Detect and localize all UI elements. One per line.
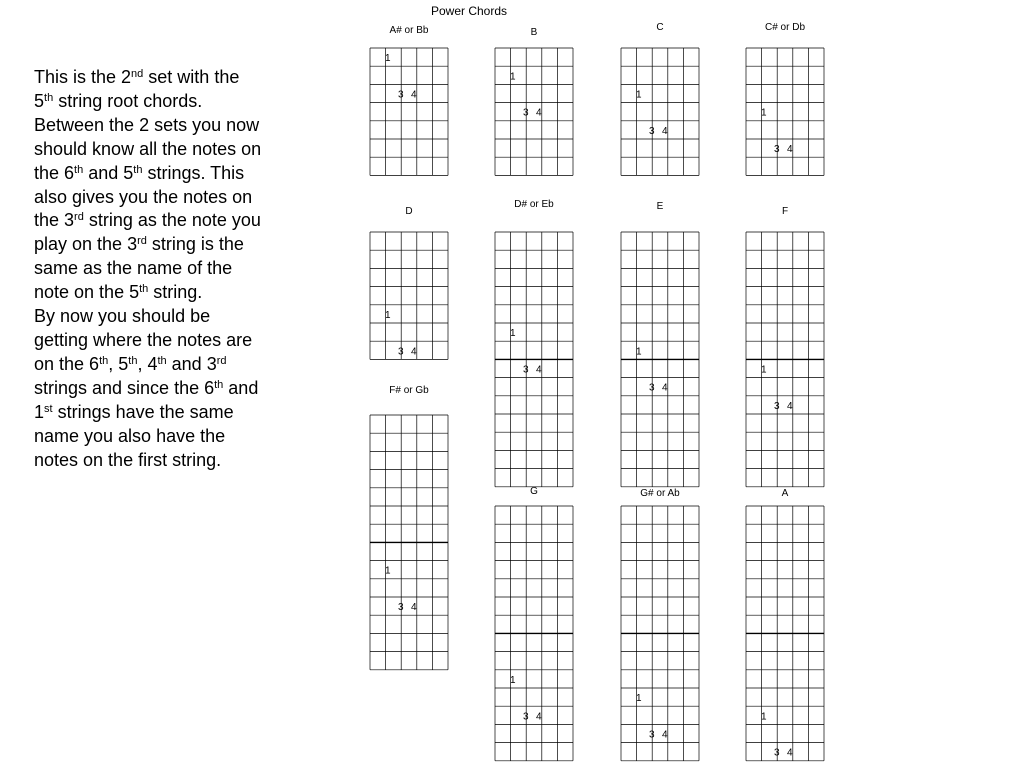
finger-3-label: 3 [398,346,404,358]
intro-segment: 1 [34,401,45,422]
intro-segment: string root chords. [53,90,203,111]
finger-4-label: 4 [662,729,668,741]
finger-4-label: 4 [411,346,417,358]
finger-3-label: 3 [774,144,780,156]
intro-segment: also gives you the notes on [34,186,253,207]
finger-4-label: 4 [787,144,793,156]
intro-segment: getting where the notes are [34,329,253,350]
intro-superscript: th [133,163,143,176]
finger-4-label: 4 [536,364,542,376]
chord-diagram [746,488,824,761]
finger-1-label: 1 [385,565,391,577]
intro-segment: notes on the first string. [34,449,222,470]
intro-segment: and 5 [83,162,134,183]
intro-segment: and 3 [166,353,217,374]
chord-name: G [530,486,538,497]
intro-segment: , 4 [137,353,158,374]
finger-3-label: 3 [774,747,780,759]
intro-segment: name you also have the [34,425,226,446]
intro-superscript: st [44,402,53,415]
intro-segment: Between the 2 sets you now [34,114,260,135]
finger-4-label: 4 [662,382,668,394]
chord-diagram [370,385,448,670]
intro-segment: string. [148,282,203,303]
intro-segment: By now you should be [34,306,211,327]
intro-superscript: th [139,283,149,296]
finger-3-label: 3 [523,107,529,119]
finger-1-label: 1 [636,693,642,705]
intro-segment: note on the 5 [34,282,140,303]
intro-segment: 5 [34,90,45,111]
intro-segment: string as the note you [83,210,261,231]
intro-superscript: th [74,163,84,176]
finger-1-label: 1 [761,711,767,723]
intro-segment: the 6 [34,162,75,183]
finger-1-label: 1 [636,89,642,101]
finger-1-label: 1 [385,53,391,65]
intro-superscript: th [128,354,138,367]
finger-3-label: 3 [398,89,404,101]
intro-segment: string is the [146,234,244,255]
chord-name: G# or Ab [640,488,680,499]
finger-4-label: 4 [536,711,542,723]
intro-superscript: rd [137,235,147,248]
finger-1-label: 1 [761,364,767,376]
chord-name: F [781,206,789,217]
finger-1-label: 1 [510,71,516,83]
chord-diagram [621,201,699,487]
finger-1-label: 1 [385,309,391,321]
chord-diagram [370,25,448,175]
intro-superscript: rd [216,354,227,367]
finger-3-label: 3 [398,602,404,614]
intro-superscript: th [44,91,54,104]
intro-segment: on the 6 [34,353,100,374]
intro-superscript: th [214,378,224,391]
chord-diagram [370,206,448,359]
intro-segment: set with the [143,67,240,87]
intro-superscript: th [99,354,109,367]
chord-name: E [656,201,664,212]
intro-segment: same as the name of the [34,258,233,279]
finger-1-label: 1 [510,328,516,340]
intro-segment: strings have the same [52,401,234,422]
intro-segment: play on the 3 [34,234,138,255]
finger-3-label: 3 [774,400,780,412]
finger-1-label: 1 [510,674,516,686]
intro-superscript: nd [131,68,144,80]
chord-name: D [405,206,413,217]
intro-superscript: th [157,354,167,367]
finger-1-label: 1 [636,346,642,358]
chord-diagram [495,27,573,175]
chord-name: A [781,488,789,499]
intro-segment: the 3 [34,210,75,231]
finger-4-label: 4 [662,125,668,137]
chord-name: C [656,22,664,33]
chord-name: A# or Bb [389,25,429,36]
chord-diagram [621,22,699,175]
chord-name: C# or Db [764,22,806,33]
finger-4-label: 4 [411,89,417,101]
chord-name: D# or Eb [514,199,554,210]
finger-3-label: 3 [523,364,529,376]
finger-4-label: 4 [536,107,542,119]
intro-superscript: rd [74,211,84,224]
finger-3-label: 3 [649,125,655,137]
finger-4-label: 4 [787,747,793,759]
page-title: Power Chords [430,4,508,18]
chord-name: F# or Gb [389,385,429,396]
intro-segment: strings and since the 6 [34,377,215,398]
finger-4-label: 4 [787,400,793,412]
finger-3-label: 3 [523,711,529,723]
intro-segment: should know all the notes on [34,138,262,159]
chord-diagram [495,199,573,487]
intro-segment: strings. This [142,162,245,183]
finger-3-label: 3 [649,382,655,394]
intro-segment: and [223,377,259,398]
chord-diagram [495,486,573,761]
intro-segment: This is the 2 [34,67,132,87]
intro-segment: , 5 [108,353,129,374]
chord-diagram [746,22,824,175]
finger-1-label: 1 [761,107,767,119]
chord-name: B [530,27,538,38]
finger-4-label: 4 [411,602,417,614]
finger-3-label: 3 [649,729,655,741]
chord-diagram [621,488,699,761]
chord-diagram [746,206,824,487]
